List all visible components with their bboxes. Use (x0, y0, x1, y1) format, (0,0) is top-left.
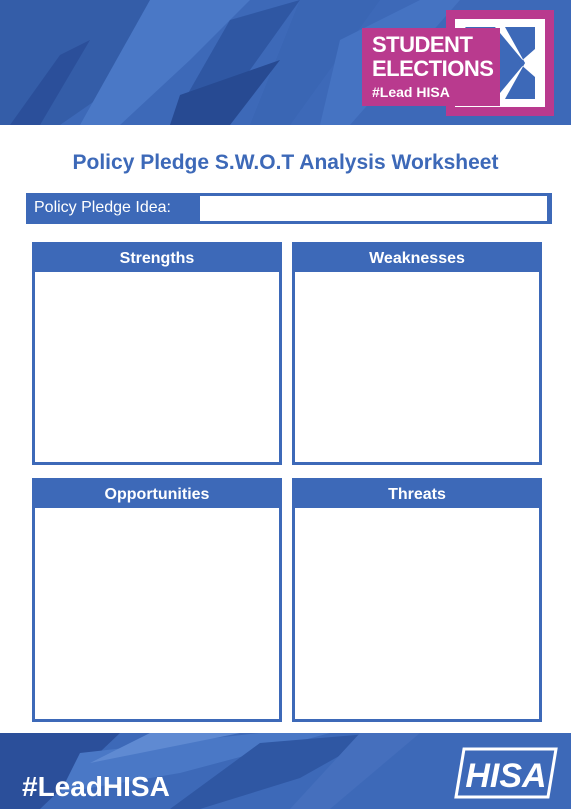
weaknesses-input[interactable] (295, 272, 539, 462)
page-title: Policy Pledge S.W.O.T Analysis Worksheet (72, 151, 499, 174)
footer-hashtag: #LeadHISA (22, 771, 170, 802)
logo-line-hashtag: #Lead HISA (372, 84, 450, 100)
threats-box (292, 478, 542, 722)
opportunities-input[interactable] (35, 508, 279, 719)
threats-input[interactable] (295, 508, 539, 719)
weaknesses-heading: Weaknesses (295, 245, 539, 272)
policy-pledge-label: Policy Pledge Idea: (34, 199, 171, 216)
opportunities-box (32, 478, 282, 722)
logo-line-student: STUDENT (372, 32, 473, 57)
hisa-logo-text: HISA (465, 757, 547, 795)
strengths-input[interactable] (35, 272, 279, 462)
strengths-box (32, 242, 282, 465)
strengths-heading: Strengths (35, 245, 279, 272)
policy-pledge-input[interactable] (200, 196, 547, 221)
weaknesses-box (292, 242, 542, 465)
logo-line-elections: ELECTIONS (372, 56, 494, 81)
footer-banner (0, 733, 571, 809)
threats-heading: Threats (295, 481, 539, 508)
hisa-logo-icon (454, 747, 558, 799)
opportunities-heading: Opportunities (35, 481, 279, 508)
policy-pledge-bar (26, 193, 552, 224)
